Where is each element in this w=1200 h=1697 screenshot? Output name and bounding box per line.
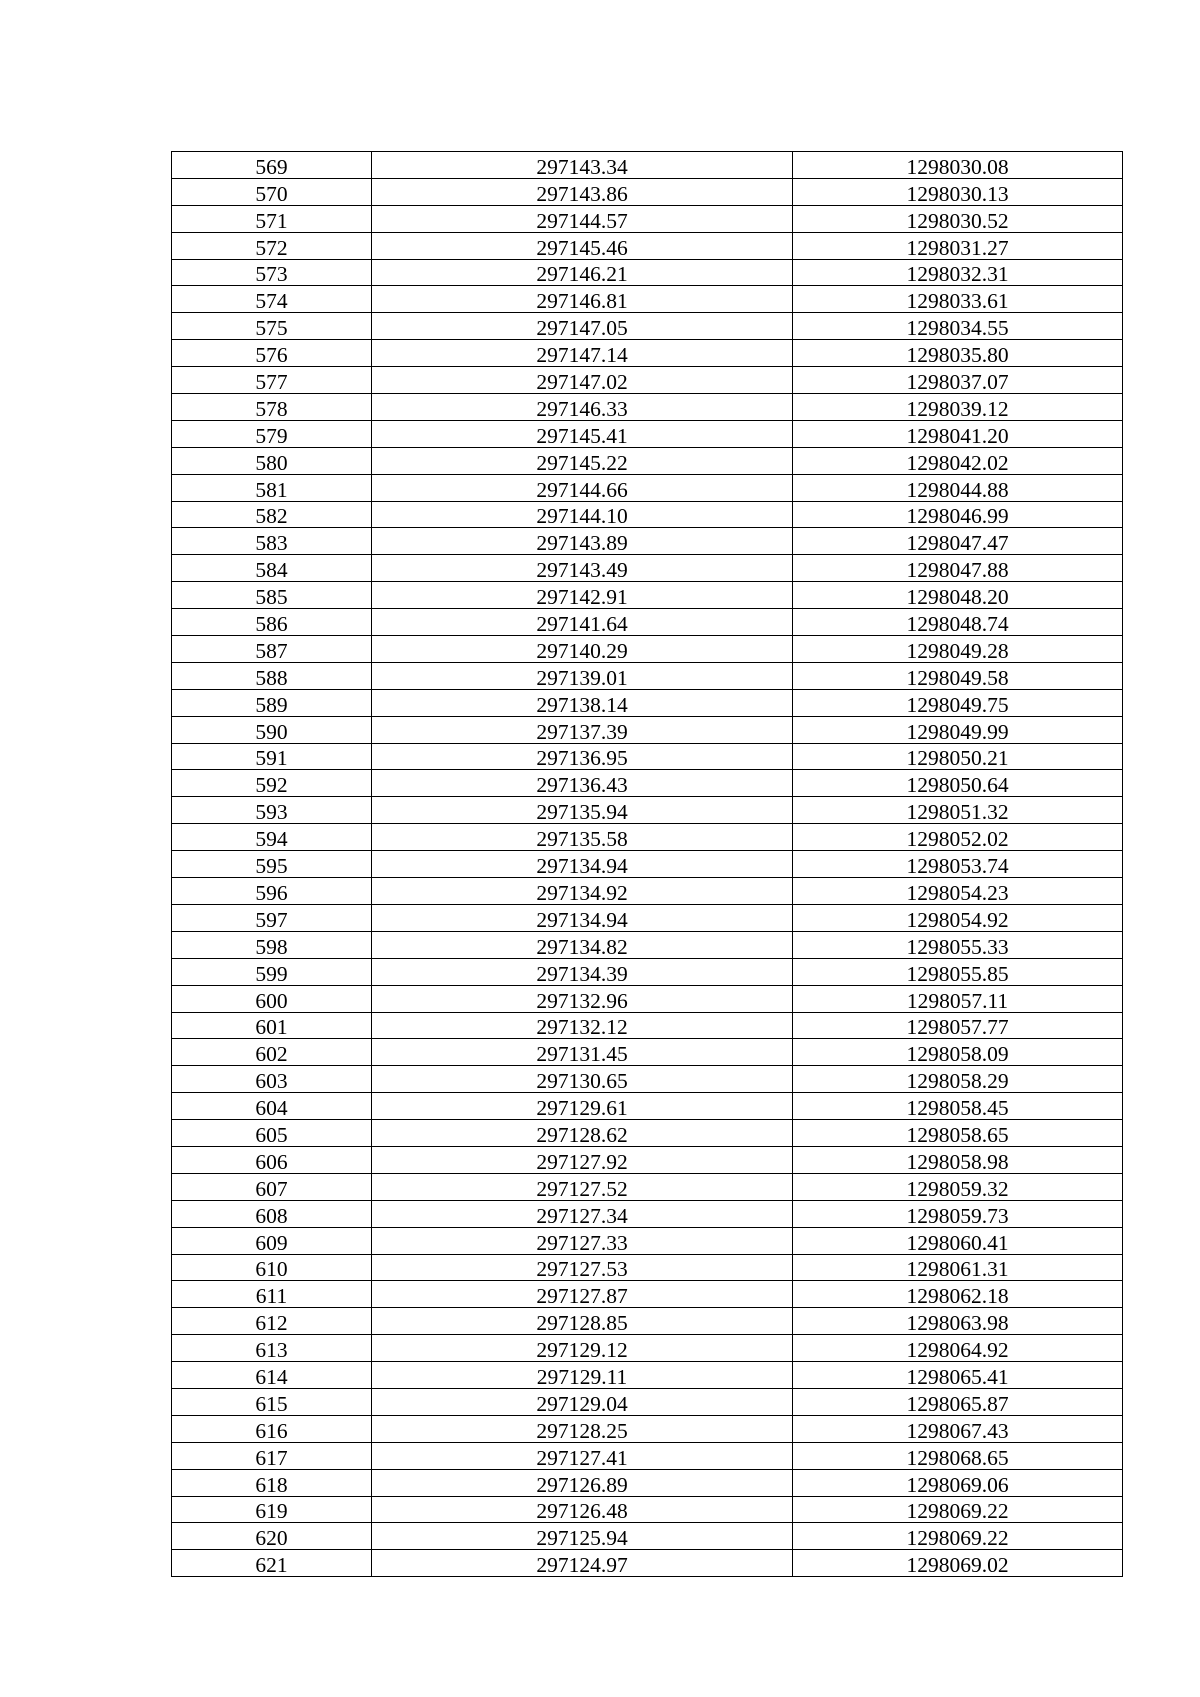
point-number-cell: 587	[172, 636, 372, 663]
x-coordinate-cell: 297136.43	[372, 770, 793, 797]
y-coordinate-cell: 1298068.65	[793, 1442, 1123, 1469]
table-row	[172, 851, 1123, 878]
point-number-cell: 606	[172, 1146, 372, 1173]
table-row	[172, 904, 1123, 931]
x-coordinate-cell: 297130.65	[372, 1066, 793, 1093]
y-coordinate-cell: 1298030.52	[793, 205, 1123, 232]
table-row	[172, 824, 1123, 851]
y-coordinate-cell: 1298033.61	[793, 286, 1123, 313]
x-coordinate-cell: 297146.33	[372, 394, 793, 421]
coordinates-table	[171, 151, 1123, 1577]
x-coordinate-cell: 297129.11	[372, 1362, 793, 1389]
table-row	[172, 1442, 1123, 1469]
x-coordinate-cell: 297145.22	[372, 447, 793, 474]
table-row	[172, 447, 1123, 474]
y-coordinate-cell: 1298058.29	[793, 1066, 1123, 1093]
x-coordinate-cell: 297142.91	[372, 582, 793, 609]
point-number-cell: 600	[172, 985, 372, 1012]
y-coordinate-cell: 1298047.47	[793, 528, 1123, 555]
x-coordinate-cell: 297129.61	[372, 1093, 793, 1120]
x-coordinate-cell: 297144.66	[372, 474, 793, 501]
x-coordinate-cell: 297138.14	[372, 689, 793, 716]
y-coordinate-cell: 1298030.08	[793, 152, 1123, 179]
table-row	[172, 1254, 1123, 1281]
x-coordinate-cell: 297143.34	[372, 152, 793, 179]
y-coordinate-cell: 1298058.45	[793, 1093, 1123, 1120]
point-number-cell: 592	[172, 770, 372, 797]
table-row	[172, 1308, 1123, 1335]
point-number-cell: 570	[172, 178, 372, 205]
x-coordinate-cell: 297127.41	[372, 1442, 793, 1469]
y-coordinate-cell: 1298057.11	[793, 985, 1123, 1012]
point-number-cell: 578	[172, 394, 372, 421]
x-coordinate-cell: 297132.96	[372, 985, 793, 1012]
table-row	[172, 770, 1123, 797]
x-coordinate-cell: 297127.33	[372, 1227, 793, 1254]
y-coordinate-cell: 1298058.65	[793, 1120, 1123, 1147]
y-coordinate-cell: 1298049.99	[793, 716, 1123, 743]
table-row	[172, 931, 1123, 958]
y-coordinate-cell: 1298051.32	[793, 797, 1123, 824]
x-coordinate-cell: 297135.94	[372, 797, 793, 824]
y-coordinate-cell: 1298041.20	[793, 420, 1123, 447]
x-coordinate-cell: 297127.92	[372, 1146, 793, 1173]
x-coordinate-cell: 297136.95	[372, 743, 793, 770]
table-row	[172, 878, 1123, 905]
x-coordinate-cell: 297127.34	[372, 1200, 793, 1227]
point-number-cell: 577	[172, 367, 372, 394]
point-number-cell: 612	[172, 1308, 372, 1335]
point-number-cell: 618	[172, 1469, 372, 1496]
table-row	[172, 1335, 1123, 1362]
table-row	[172, 1066, 1123, 1093]
point-number-cell: 582	[172, 501, 372, 528]
point-number-cell: 579	[172, 420, 372, 447]
y-coordinate-cell: 1298054.23	[793, 878, 1123, 905]
table-row	[172, 716, 1123, 743]
table-row	[172, 1146, 1123, 1173]
point-number-cell: 595	[172, 851, 372, 878]
x-coordinate-cell: 297143.89	[372, 528, 793, 555]
x-coordinate-cell: 297129.12	[372, 1335, 793, 1362]
x-coordinate-cell: 297127.52	[372, 1173, 793, 1200]
y-coordinate-cell: 1298061.31	[793, 1254, 1123, 1281]
point-number-cell: 573	[172, 259, 372, 286]
x-coordinate-cell: 297125.94	[372, 1523, 793, 1550]
point-number-cell: 581	[172, 474, 372, 501]
table-row	[172, 528, 1123, 555]
point-number-cell: 605	[172, 1120, 372, 1147]
table-row	[172, 797, 1123, 824]
table-row	[172, 1200, 1123, 1227]
y-coordinate-cell: 1298037.07	[793, 367, 1123, 394]
point-number-cell: 576	[172, 340, 372, 367]
point-number-cell: 590	[172, 716, 372, 743]
table-row	[172, 205, 1123, 232]
x-coordinate-cell: 297134.39	[372, 958, 793, 985]
point-number-cell: 574	[172, 286, 372, 313]
point-number-cell: 604	[172, 1093, 372, 1120]
table-row	[172, 178, 1123, 205]
point-number-cell: 607	[172, 1173, 372, 1200]
point-number-cell: 584	[172, 555, 372, 582]
x-coordinate-cell: 297145.46	[372, 232, 793, 259]
table-row	[172, 1362, 1123, 1389]
table-row	[172, 232, 1123, 259]
table-row	[172, 286, 1123, 313]
x-coordinate-cell: 297132.12	[372, 1012, 793, 1039]
point-number-cell: 616	[172, 1415, 372, 1442]
table-row	[172, 689, 1123, 716]
y-coordinate-cell: 1298053.74	[793, 851, 1123, 878]
point-number-cell: 596	[172, 878, 372, 905]
y-coordinate-cell: 1298059.73	[793, 1200, 1123, 1227]
x-coordinate-cell: 297129.04	[372, 1388, 793, 1415]
y-coordinate-cell: 1298048.20	[793, 582, 1123, 609]
point-number-cell: 594	[172, 824, 372, 851]
point-number-cell: 620	[172, 1523, 372, 1550]
point-number-cell: 586	[172, 609, 372, 636]
x-coordinate-cell: 297146.21	[372, 259, 793, 286]
y-coordinate-cell: 1298069.06	[793, 1469, 1123, 1496]
y-coordinate-cell: 1298035.80	[793, 340, 1123, 367]
point-number-cell: 614	[172, 1362, 372, 1389]
y-coordinate-cell: 1298055.85	[793, 958, 1123, 985]
x-coordinate-cell: 297143.86	[372, 178, 793, 205]
point-number-cell: 575	[172, 313, 372, 340]
point-number-cell: 603	[172, 1066, 372, 1093]
x-coordinate-cell: 297128.62	[372, 1120, 793, 1147]
point-number-cell: 599	[172, 958, 372, 985]
point-number-cell: 572	[172, 232, 372, 259]
table-row	[172, 609, 1123, 636]
point-number-cell: 619	[172, 1496, 372, 1523]
x-coordinate-cell: 297131.45	[372, 1039, 793, 1066]
x-coordinate-cell: 297137.39	[372, 716, 793, 743]
point-number-cell: 621	[172, 1550, 372, 1577]
x-coordinate-cell: 297139.01	[372, 662, 793, 689]
y-coordinate-cell: 1298069.22	[793, 1496, 1123, 1523]
table-row	[172, 958, 1123, 985]
point-number-cell: 601	[172, 1012, 372, 1039]
table-row	[172, 662, 1123, 689]
x-coordinate-cell: 297124.97	[372, 1550, 793, 1577]
point-number-cell: 589	[172, 689, 372, 716]
y-coordinate-cell: 1298069.02	[793, 1550, 1123, 1577]
table-row	[172, 985, 1123, 1012]
x-coordinate-cell: 297126.48	[372, 1496, 793, 1523]
point-number-cell: 593	[172, 797, 372, 824]
table-row	[172, 1415, 1123, 1442]
table-row	[172, 582, 1123, 609]
y-coordinate-cell: 1298030.13	[793, 178, 1123, 205]
table-row	[172, 313, 1123, 340]
point-number-cell: 609	[172, 1227, 372, 1254]
x-coordinate-cell: 297128.25	[372, 1415, 793, 1442]
point-number-cell: 613	[172, 1335, 372, 1362]
point-number-cell: 602	[172, 1039, 372, 1066]
point-number-cell: 617	[172, 1442, 372, 1469]
point-number-cell: 571	[172, 205, 372, 232]
y-coordinate-cell: 1298049.28	[793, 636, 1123, 663]
x-coordinate-cell: 297135.58	[372, 824, 793, 851]
x-coordinate-cell: 297134.94	[372, 904, 793, 931]
y-coordinate-cell: 1298065.87	[793, 1388, 1123, 1415]
x-coordinate-cell: 297126.89	[372, 1469, 793, 1496]
table-row	[172, 501, 1123, 528]
y-coordinate-cell: 1298058.09	[793, 1039, 1123, 1066]
point-number-cell: 588	[172, 662, 372, 689]
y-coordinate-cell: 1298047.88	[793, 555, 1123, 582]
point-number-cell: 597	[172, 904, 372, 931]
y-coordinate-cell: 1298057.77	[793, 1012, 1123, 1039]
table-row	[172, 1469, 1123, 1496]
x-coordinate-cell: 297134.82	[372, 931, 793, 958]
y-coordinate-cell: 1298052.02	[793, 824, 1123, 851]
y-coordinate-cell: 1298063.98	[793, 1308, 1123, 1335]
x-coordinate-cell: 297134.92	[372, 878, 793, 905]
y-coordinate-cell: 1298046.99	[793, 501, 1123, 528]
table-row	[172, 636, 1123, 663]
y-coordinate-cell: 1298042.02	[793, 447, 1123, 474]
point-number-cell: 598	[172, 931, 372, 958]
table-row	[172, 1281, 1123, 1308]
point-number-cell: 611	[172, 1281, 372, 1308]
table-row	[172, 1227, 1123, 1254]
y-coordinate-cell: 1298067.43	[793, 1415, 1123, 1442]
y-coordinate-cell: 1298060.41	[793, 1227, 1123, 1254]
x-coordinate-cell: 297147.05	[372, 313, 793, 340]
y-coordinate-cell: 1298055.33	[793, 931, 1123, 958]
y-coordinate-cell: 1298058.98	[793, 1146, 1123, 1173]
point-number-cell: 610	[172, 1254, 372, 1281]
y-coordinate-cell: 1298034.55	[793, 313, 1123, 340]
coordinates-table-body	[172, 152, 1123, 1577]
table-row	[172, 555, 1123, 582]
point-number-cell: 615	[172, 1388, 372, 1415]
y-coordinate-cell: 1298044.88	[793, 474, 1123, 501]
table-row	[172, 367, 1123, 394]
y-coordinate-cell: 1298048.74	[793, 609, 1123, 636]
table-row	[172, 1039, 1123, 1066]
y-coordinate-cell: 1298050.64	[793, 770, 1123, 797]
x-coordinate-cell: 297134.94	[372, 851, 793, 878]
point-number-cell: 608	[172, 1200, 372, 1227]
y-coordinate-cell: 1298065.41	[793, 1362, 1123, 1389]
x-coordinate-cell: 297128.85	[372, 1308, 793, 1335]
table-row	[172, 394, 1123, 421]
y-coordinate-cell: 1298054.92	[793, 904, 1123, 931]
x-coordinate-cell: 297147.02	[372, 367, 793, 394]
x-coordinate-cell: 297127.53	[372, 1254, 793, 1281]
table-row	[172, 743, 1123, 770]
y-coordinate-cell: 1298039.12	[793, 394, 1123, 421]
table-row	[172, 152, 1123, 179]
table-row	[172, 259, 1123, 286]
table-row	[172, 340, 1123, 367]
table-row	[172, 1550, 1123, 1577]
x-coordinate-cell: 297147.14	[372, 340, 793, 367]
y-coordinate-cell: 1298049.75	[793, 689, 1123, 716]
y-coordinate-cell: 1298050.21	[793, 743, 1123, 770]
table-row	[172, 474, 1123, 501]
x-coordinate-cell: 297140.29	[372, 636, 793, 663]
x-coordinate-cell: 297127.87	[372, 1281, 793, 1308]
table-row	[172, 1120, 1123, 1147]
x-coordinate-cell: 297141.64	[372, 609, 793, 636]
x-coordinate-cell: 297144.57	[372, 205, 793, 232]
point-number-cell: 569	[172, 152, 372, 179]
x-coordinate-cell: 297145.41	[372, 420, 793, 447]
y-coordinate-cell: 1298032.31	[793, 259, 1123, 286]
table-row	[172, 1093, 1123, 1120]
y-coordinate-cell: 1298064.92	[793, 1335, 1123, 1362]
table-row	[172, 420, 1123, 447]
y-coordinate-cell: 1298062.18	[793, 1281, 1123, 1308]
table-row	[172, 1523, 1123, 1550]
y-coordinate-cell: 1298049.58	[793, 662, 1123, 689]
table-row	[172, 1173, 1123, 1200]
table-row	[172, 1496, 1123, 1523]
x-coordinate-cell: 297143.49	[372, 555, 793, 582]
table-row	[172, 1388, 1123, 1415]
table-row	[172, 1012, 1123, 1039]
y-coordinate-cell: 1298031.27	[793, 232, 1123, 259]
point-number-cell: 580	[172, 447, 372, 474]
point-number-cell: 591	[172, 743, 372, 770]
x-coordinate-cell: 297146.81	[372, 286, 793, 313]
point-number-cell: 585	[172, 582, 372, 609]
x-coordinate-cell: 297144.10	[372, 501, 793, 528]
y-coordinate-cell: 1298059.32	[793, 1173, 1123, 1200]
y-coordinate-cell: 1298069.22	[793, 1523, 1123, 1550]
point-number-cell: 583	[172, 528, 372, 555]
